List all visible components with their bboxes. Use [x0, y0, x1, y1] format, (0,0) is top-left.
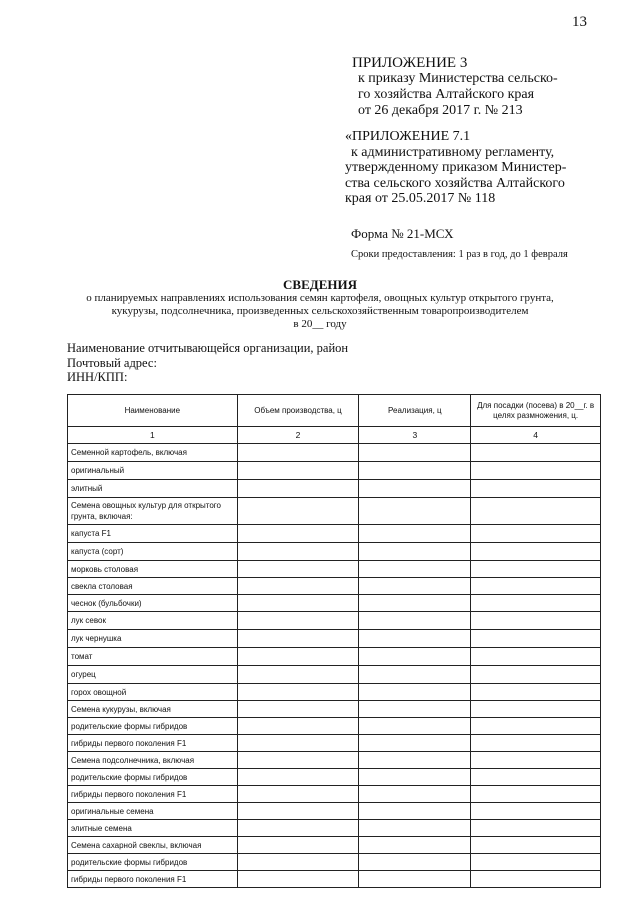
submission-deadline: Сроки предоставления: 1 раз в год, до 1 февраля	[351, 249, 568, 260]
row-label: родительские формы гибридов	[68, 854, 238, 871]
table-cell	[471, 561, 601, 578]
row-label: родительские формы гибридов	[68, 769, 238, 786]
table-cell	[471, 525, 601, 543]
table-row	[68, 837, 601, 854]
table-cell	[359, 718, 471, 735]
row-label: лук чернушка	[68, 630, 238, 648]
column-header-name: Наименование	[68, 395, 238, 427]
subtitle-line: о планируемых направлениях использования семян картофеля, овощных культур открытого грунта,	[86, 292, 554, 304]
table-row	[68, 578, 601, 595]
organization-info	[67, 341, 348, 385]
table-cell	[471, 578, 601, 595]
table-cell	[237, 718, 359, 735]
row-label: Семена подсолнечника, включая	[68, 752, 238, 769]
table-row	[68, 820, 601, 837]
appendix-3-line: от 26 декабря 2017 г. № 213	[358, 103, 523, 118]
table-cell	[237, 561, 359, 578]
table-row	[68, 444, 601, 462]
table-cell	[237, 630, 359, 648]
table-cell	[237, 786, 359, 803]
appendix-3-line: го хозяйства Алтайского края	[358, 87, 535, 102]
column-number: 3	[359, 427, 471, 444]
table-cell	[471, 543, 601, 561]
table-cell	[359, 837, 471, 854]
table-row	[68, 769, 601, 786]
table-row	[68, 480, 601, 498]
row-label: элитные семена	[68, 820, 238, 837]
row-label: элитный	[68, 480, 238, 498]
table-cell	[237, 803, 359, 820]
table-cell	[359, 480, 471, 498]
table-cell	[471, 630, 601, 648]
row-label: огурец	[68, 666, 238, 684]
table-row	[68, 648, 601, 666]
table-cell	[359, 820, 471, 837]
table-cell	[359, 578, 471, 595]
table-cell	[471, 595, 601, 612]
table-row	[68, 701, 601, 718]
table-cell	[237, 648, 359, 666]
table-cell	[237, 837, 359, 854]
table-row	[68, 543, 601, 561]
table-cell	[359, 612, 471, 630]
table-cell	[237, 701, 359, 718]
table-cell	[471, 854, 601, 871]
table-row	[68, 561, 601, 578]
table-cell	[471, 735, 601, 752]
form-number: Форма № 21-МСХ	[351, 226, 454, 241]
subtitle-line: кукурузы, подсолнечника, произведенных сельскохозяйственным товаропроизводителем	[111, 305, 529, 317]
table-row	[68, 803, 601, 820]
row-label: родительские формы гибридов	[68, 718, 238, 735]
table-cell	[359, 871, 471, 888]
table-row	[68, 854, 601, 871]
row-label: оригинальные семена	[68, 803, 238, 820]
table-cell	[471, 648, 601, 666]
table-cell	[359, 498, 471, 525]
table-cell	[237, 595, 359, 612]
row-label: капуста (сорт)	[68, 543, 238, 561]
table-cell	[359, 666, 471, 684]
column-number: 4	[471, 427, 601, 444]
table-cell	[359, 803, 471, 820]
row-label: капуста F1	[68, 525, 238, 543]
row-label: Семена овощных культур для открытого грунта, включая:	[68, 498, 238, 525]
appendix-3-line: к приказу Министерства сельско-	[358, 71, 558, 86]
column-number-row	[68, 427, 601, 444]
page-number: 13	[572, 14, 587, 30]
table-cell	[359, 752, 471, 769]
table-cell	[471, 871, 601, 888]
table-cell	[237, 525, 359, 543]
table-cell	[237, 480, 359, 498]
inn-kpp-label: ИНН/КПП:	[67, 370, 128, 384]
table-cell	[471, 803, 601, 820]
table-cell	[471, 701, 601, 718]
table-row	[68, 735, 601, 752]
row-label: оригинальный	[68, 462, 238, 480]
subtitle-line: в 20__ году	[293, 318, 347, 330]
table-row	[68, 786, 601, 803]
appendix-7-1-title: «ПРИЛОЖЕНИЕ 7.1	[345, 129, 471, 144]
row-label: гибриды первого поколения F1	[68, 735, 238, 752]
row-label: Семена сахарной свеклы, включая	[68, 837, 238, 854]
table-cell	[237, 820, 359, 837]
appendix-3-title: ПРИЛОЖЕНИЕ 3	[352, 55, 468, 71]
table-cell	[237, 666, 359, 684]
table-cell	[471, 498, 601, 525]
table-cell	[359, 769, 471, 786]
table-row	[68, 871, 601, 888]
row-label: гибриды первого поколения F1	[68, 786, 238, 803]
table-cell	[471, 684, 601, 701]
table-row	[68, 666, 601, 684]
table-cell	[471, 444, 601, 462]
row-label: свекла столовая	[68, 578, 238, 595]
appendix-3-block	[352, 55, 602, 119]
table-cell	[237, 752, 359, 769]
table-cell	[359, 684, 471, 701]
table-cell	[359, 630, 471, 648]
table-cell	[471, 666, 601, 684]
table-cell	[237, 854, 359, 871]
table-cell	[237, 684, 359, 701]
table-row	[68, 752, 601, 769]
table-row	[68, 595, 601, 612]
table-cell	[359, 543, 471, 561]
table-cell	[237, 578, 359, 595]
table-cell	[471, 718, 601, 735]
table-row	[68, 462, 601, 480]
table-cell	[471, 837, 601, 854]
table-cell	[237, 543, 359, 561]
table-cell	[237, 498, 359, 525]
table-cell	[237, 612, 359, 630]
table-cell	[359, 701, 471, 718]
document-title: СВЕДЕНИЯ	[283, 277, 357, 292]
appendix-7-1-line: края от 25.05.2017 № 118	[345, 191, 496, 206]
table-row	[68, 630, 601, 648]
column-number: 1	[68, 427, 238, 444]
appendix-7-1-line: утвержденному приказом Министер-	[345, 160, 567, 175]
table-cell	[359, 561, 471, 578]
column-header-planting: Для посадки (посева) в 20__г. в целях размножения, ц.	[471, 395, 601, 427]
table-cell	[471, 820, 601, 837]
table-header-row	[68, 395, 601, 427]
column-number: 2	[237, 427, 359, 444]
organization-name-label: Наименование отчитывающейся организации, район	[67, 341, 349, 355]
table-cell	[237, 735, 359, 752]
table-cell	[359, 462, 471, 480]
column-header-sales: Реализация, ц	[359, 395, 471, 427]
postal-address-label: Почтовый адрес:	[67, 355, 157, 370]
table-row	[68, 525, 601, 543]
column-header-production: Объем производства, ц	[237, 395, 359, 427]
table-row	[68, 718, 601, 735]
table-cell	[359, 525, 471, 543]
table-row	[68, 498, 601, 525]
row-label: морковь столовая	[68, 561, 238, 578]
table-row	[68, 612, 601, 630]
table-cell	[359, 444, 471, 462]
table-cell	[471, 752, 601, 769]
seed-usage-table	[67, 394, 601, 888]
table-cell	[237, 769, 359, 786]
row-label: Семена кукурузы, включая	[68, 701, 238, 718]
table-row	[68, 684, 601, 701]
table-cell	[471, 462, 601, 480]
table-cell	[237, 444, 359, 462]
table-cell	[471, 612, 601, 630]
row-label: Семенной картофель, включая	[68, 444, 238, 462]
row-label: горох овощной	[68, 684, 238, 701]
appendix-7-1-line: ства сельского хозяйства Алтайского	[345, 175, 565, 191]
table-cell	[359, 786, 471, 803]
table-cell	[471, 769, 601, 786]
table-cell	[471, 480, 601, 498]
row-label: лук севок	[68, 612, 238, 630]
table-cell	[359, 735, 471, 752]
row-label: гибриды первого поколения F1	[68, 871, 238, 888]
table-cell	[359, 648, 471, 666]
table-cell	[359, 595, 471, 612]
row-label: чеснок (бульбочки)	[68, 595, 238, 612]
appendix-7-1-line: к административному регламенту,	[351, 144, 555, 160]
document-subtitle	[40, 292, 600, 331]
table-cell	[359, 854, 471, 871]
row-label: томат	[68, 648, 238, 666]
table-cell	[237, 871, 359, 888]
table-cell	[237, 462, 359, 480]
appendix-7-1-block	[345, 129, 615, 207]
table-cell	[471, 786, 601, 803]
